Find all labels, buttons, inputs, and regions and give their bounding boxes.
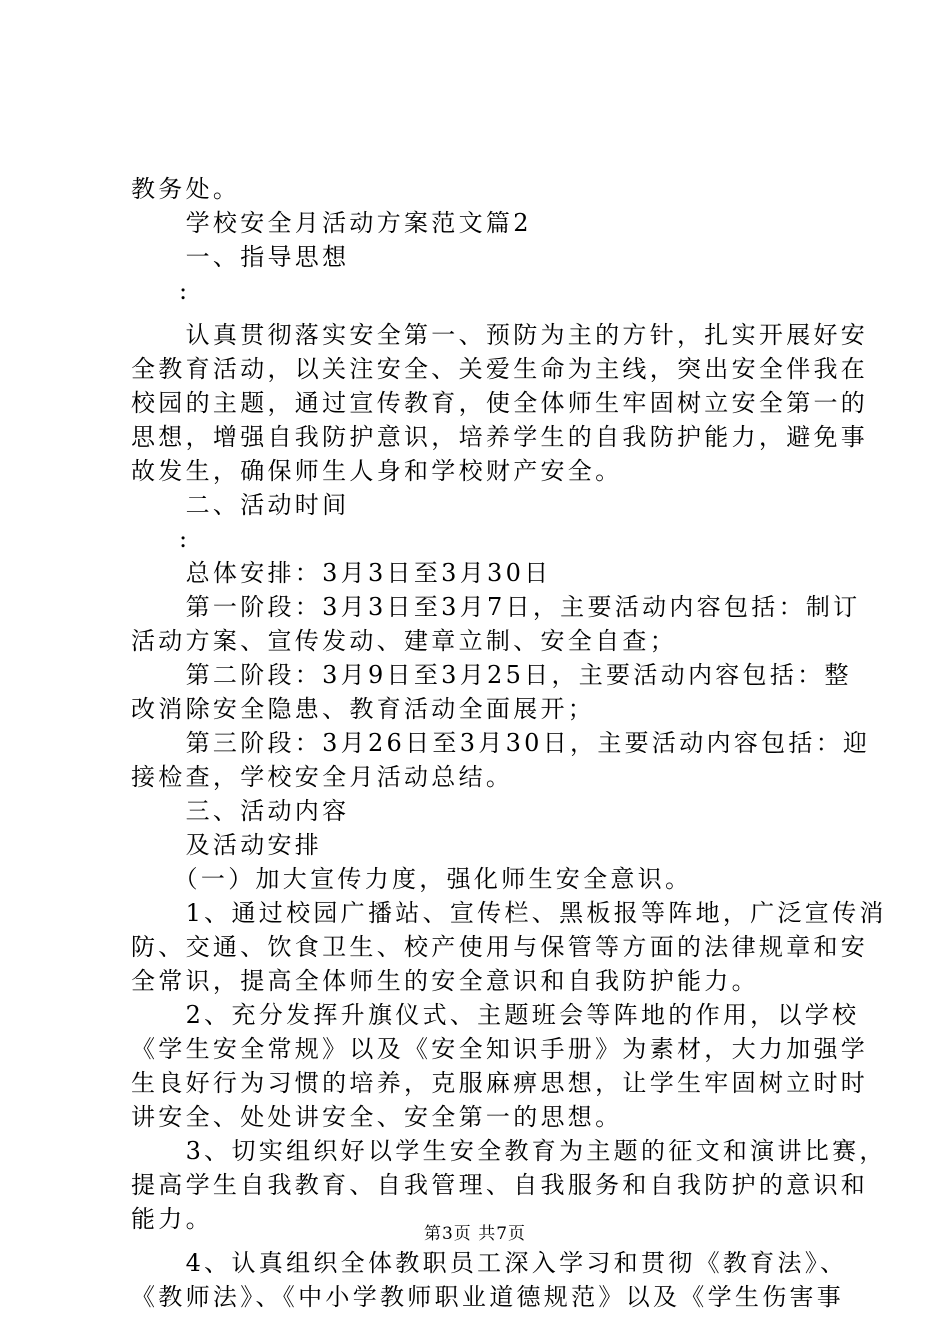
paragraph-line: 《学生安全常规》以及《安全知识手册》为素材，大力加强学 [131,1035,869,1063]
text-line: : [131,277,188,305]
text-line: 及活动安排 [131,831,323,859]
paragraph-line: 活动方案、宣传发动、建章立制、安全自查； [131,627,677,655]
paragraph-line: 1、通过校园广播站、宣传栏、黑板报等阵地，广泛宣传消 [131,899,887,927]
paragraph-line: 防、交通、饮食卫生、校产使用与保管等方面的法律规章和安 [131,933,869,961]
paragraph-line: 总体安排：3月3日至3月30日 [131,559,552,587]
paragraph-line: 第二阶段：3月9日至3月25日，主要活动内容包括：整 [131,661,852,689]
section-title: 学校安全月活动方案范文篇2 [131,209,532,237]
paragraph-line: 全教育活动，以关注安全、关爱生命为主线，突出安全伴我在 [131,355,869,383]
text-line: 教务处。 [131,175,241,203]
paragraph-line: 2、充分发挥升旗仪式、主题班会等阵地的作用，以学校 [131,1001,860,1029]
text-line: : [131,525,188,553]
paragraph-line: 改消除安全隐患、教育活动全面展开； [131,695,596,723]
paragraph-line: 第一阶段：3月3日至3月7日，主要活动内容包括：制订 [131,593,861,621]
heading-activity-content: 三、活动内容 [131,797,350,825]
paragraph-line: 校园的主题，通过宣传教育，使全体师生牢固树立安全第一的 [131,389,869,417]
heading-guiding-thought: 一、指导思想 [131,243,350,271]
paragraph-line: 全常识，提高全体师生的安全意识和自我防护能力。 [131,967,759,995]
document-body [131,172,887,1314]
paragraph-line: 故发生，确保师生人身和学校财产安全。 [131,457,623,485]
spacer [131,308,831,318]
paragraph-line: 思想，增强自我防护意识，培养学生的自我防护能力，避免事 [131,423,869,451]
paragraph-line: 讲安全、处处讲安全、安全第一的思想。 [131,1103,623,1131]
paragraph-line: 接检查，学校安全月活动总结。 [131,763,514,791]
paragraph-line: 3、切实组织好以学生安全教育为主题的征文和演讲比赛， [131,1137,887,1165]
paragraph-line: 提高学生自我教育、自我管理、自我服务和自我防护的意识和 [131,1171,869,1199]
paragraph-line: 第三阶段：3月26日至3月30日，主要活动内容包括：迎 [131,729,871,757]
subheading: （一）加大宣传力度，强化师生安全意识。 [131,865,693,893]
page-number-footer: 第3页 共7页 [423,1224,527,1244]
heading-activity-time: 二、活动时间 [131,491,350,519]
paragraph-line: 认真贯彻落实安全第一、预防为主的方针，扎实开展好安 [131,321,869,349]
paragraph-line: 生良好行为习惯的培养，克服麻痹思想，让学生牢固树立时时 [131,1069,869,1097]
paragraph-line: 能力。 [131,1205,213,1233]
paragraph-line: 4、认真组织全体教职员工深入学习和贯彻《教育法》、 [131,1249,848,1277]
paragraph-line: 《教师法》、《中小学教师职业道德规范》以及《学生伤害事 [131,1283,845,1311]
